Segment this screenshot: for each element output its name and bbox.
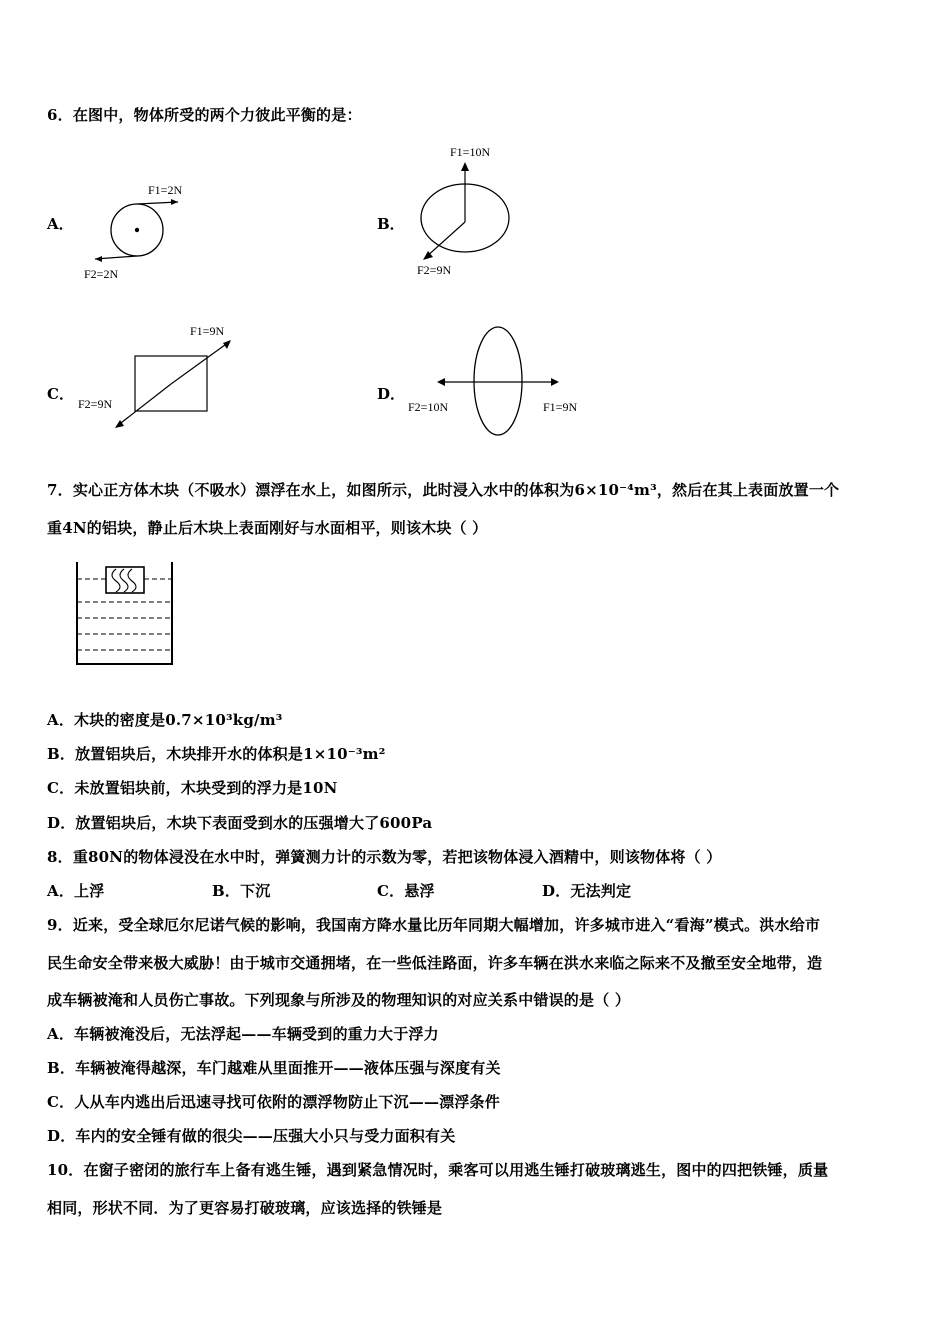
q6-option-b-label[interactable]: B．	[377, 215, 405, 233]
q6-option-a-label[interactable]: A．	[47, 215, 74, 233]
q9-option-b[interactable]: B．车辆被淹得越深，车门越难从里面推开——液体压强与深度有关	[47, 1059, 501, 1077]
q9-option-d[interactable]: D．车内的安全锤有做的很尖——压强大小只与受力面积有关	[47, 1127, 456, 1145]
q6-d-f1-label: F1=9N	[543, 400, 578, 414]
q6-c-f1-label: F1=9N	[190, 324, 225, 338]
q7-beaker-diagram	[72, 558, 182, 668]
q6-a-f2-label: F2=2N	[84, 267, 119, 281]
q8-option-b[interactable]: B．下沉	[212, 882, 271, 900]
q6-a-center-dot	[135, 228, 139, 232]
q7-wood-block	[106, 567, 144, 593]
q6-diagram-d	[405, 325, 595, 440]
q6-c-f2-label: F2=9N	[78, 397, 113, 411]
q6-c-force-f1-arrow	[171, 342, 229, 384]
q8-option-a[interactable]: A．上浮	[47, 882, 105, 900]
q8-question: 8．重80N的物体浸没在水中时，弹簧测力计的示数为零，若把该物体浸入酒精中，则该物体将（ ）	[47, 848, 722, 866]
q6-a-f1-label: F1=2N	[148, 183, 183, 197]
q8-option-d[interactable]: D．无法判定	[542, 882, 632, 900]
q6-option-c-label[interactable]: C．	[47, 385, 74, 403]
q7-text-line-1: 7．实心正方体木块（不吸水）漂浮在水上，如图所示，此时浸入水中的体积为6×10⁻⁴m³，然后在其上表面放置一个	[47, 481, 840, 499]
q7-option-c[interactable]: C．未放置铝块前，木块受到的浮力是10N	[47, 779, 338, 797]
q6-question: 6．在图中，物体所受的两个力彼此平衡的是：	[47, 106, 362, 124]
q6-b-f1-label: F1=10N	[450, 145, 491, 159]
q6-b-f2-label: F2=9N	[417, 263, 452, 277]
q9-option-a[interactable]: A．车辆被淹没后，无法浮起——车辆受到的重力大于浮力	[47, 1025, 439, 1043]
q9-text-line-1: 9．近来，受全球厄尔尼诺气候的影响，我国南方降水量比历年同期大幅增加，许多城市进入“看海”模式。洪水给市	[47, 916, 821, 934]
q6-c-force-f2-arrow	[117, 384, 171, 426]
q9-text-line-2: 民生命安全带来极大威胁！由于城市交通拥堵，在一些低洼路面，许多车辆在洪水来临之际来不及撤至安全地带，造	[47, 954, 823, 972]
q7-option-b[interactable]: B．放置铝块后，木块排开水的体积是1×10⁻³m²	[47, 745, 386, 763]
q6-d-ellipse	[474, 327, 522, 435]
q9-text-line-3: 成车辆被淹和人员伤亡事故。下列现象与所涉及的物理知识的对应关系中错误的是（ ）	[47, 991, 631, 1009]
q6-option-d-label[interactable]: D．	[377, 385, 406, 403]
q7-option-d[interactable]: D．放置铝块后，木块下表面受到水的压强增大了600Pa	[47, 814, 433, 832]
q7-text-line-2: 重4N的铝块，静止后木块上表面刚好与水面相平，则该木块（ ）	[47, 519, 488, 537]
q9-option-c[interactable]: C．人从车内逃出后迅速寻找可依附的漂浮物防止下沉——漂浮条件	[47, 1093, 500, 1111]
q6-d-f2-label: F2=10N	[408, 400, 449, 414]
q6-diagram-c	[75, 322, 245, 437]
q7-option-a[interactable]: A．木块的密度是0.7×10³kg/m³	[47, 711, 283, 729]
q6-diagram-a	[80, 180, 200, 290]
q6-diagram-b	[405, 140, 545, 285]
q8-option-c[interactable]: C．悬浮	[377, 882, 435, 900]
q10-text-line-1: 10．在窗子密闭的旅行车上备有逃生锤，遇到紧急情况时，乘客可以用逃生锤打破玻璃逃生，图中的四把铁锤，质量	[47, 1161, 829, 1179]
q10-text-line-2: 相同，形状不同．为了更容易打破玻璃，应该选择的铁锤是	[47, 1199, 443, 1217]
